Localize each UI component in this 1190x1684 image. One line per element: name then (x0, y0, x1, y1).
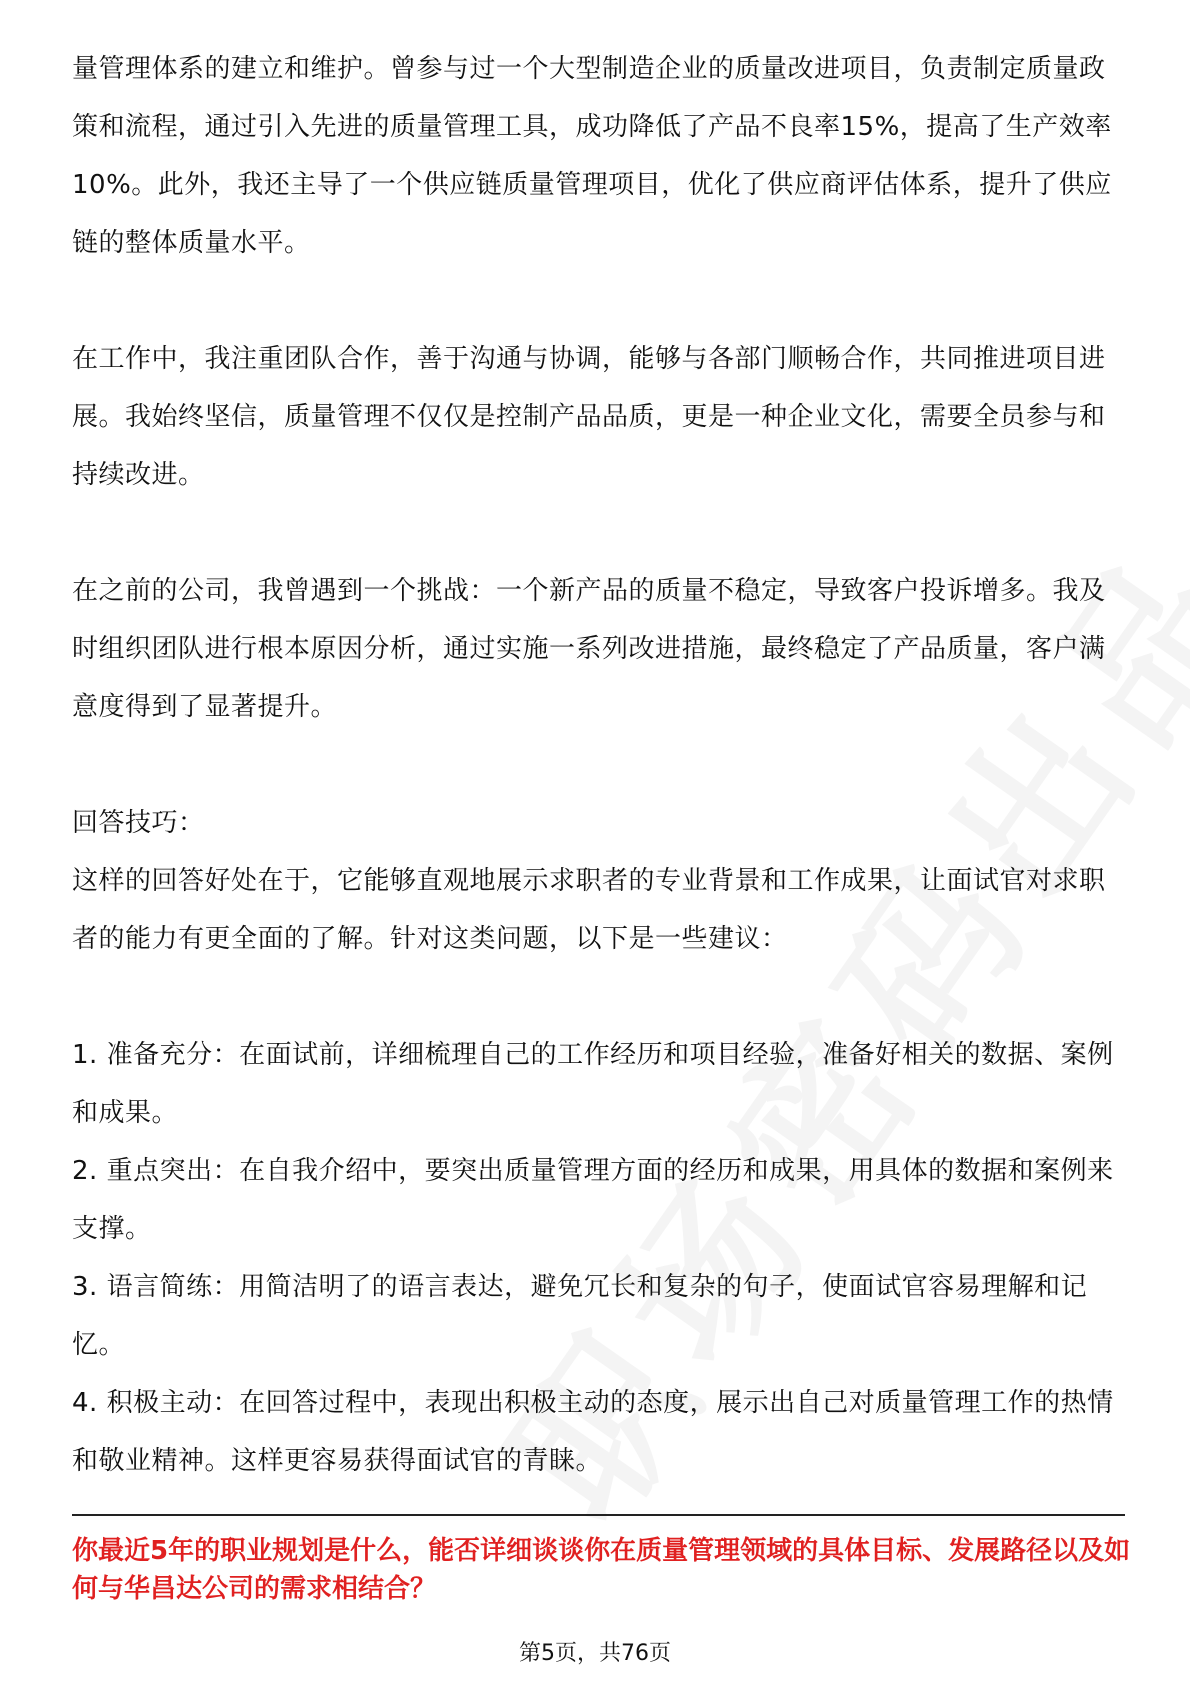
document-body (72, 40, 1122, 1490)
next-question: 你最近5年的职业规划是什么，能否详细谈谈你在质量管理领域的具体目标、发展路径以及如何与华昌达公司的需求相结合？ (72, 1536, 1131, 1604)
tips-heading: 回答技巧： (72, 808, 205, 838)
page-number: 第5页，共76页 (519, 1641, 671, 1666)
tip-item: 1. 准备充分：在面试前，详细梳理自己的工作经历和项目经验，准备好相关的数据、案例和成果。 (72, 1040, 1114, 1128)
paragraph-teamwork: 在工作中，我注重团队合作，善于沟通与协调，能够与各部门顺畅合作，共同推进项目进展。我始终坚信，质量管理不仅仅是控制产品品质，更是一种企业文化，需要全员参与和持续改进。 (72, 344, 1106, 490)
divider (72, 1514, 1125, 1516)
tip-item: 4. 积极主动：在回答过程中，表现出积极主动的态度，展示出自己对质量管理工作的热情和敬业精神。这样更容易获得面试官的青睐。 (72, 1388, 1114, 1476)
tip-item: 3. 语言简练：用简洁明了的语言表达，避免冗长和复杂的句子，使面试官容易理解和记忆。 (72, 1272, 1088, 1360)
tip-item: 2. 重点突出：在自我介绍中，要突出质量管理方面的经历和成果，用具体的数据和案例来支撑。 (72, 1156, 1114, 1244)
paragraph-experience: 量管理体系的建立和维护。曾参与过一个大型制造企业的质量改进项目，负责制定质量政策和流程，通过引入先进的质量管理工具，成功降低了产品不良率15%，提高了生产效率10%。此外，我还主导了一个供应链质量管理项目，优化了供应商评估体系，提升了供应链的整体质量水平。 (72, 54, 1112, 258)
paragraph-challenge: 在之前的公司，我曾遇到一个挑战：一个新产品的质量不稳定，导致客户投诉增多。我及时组织团队进行根本原因分析，通过实施一系列改进措施，最终稳定了产品质量，客户满意度得到了显著提升。 (72, 576, 1106, 722)
tips-intro: 这样的回答好处在于，它能够直观地展示求职者的专业背景和工作成果，让面试官对求职者的能力有更全面的了解。针对这类问题，以下是一些建议： (72, 866, 1106, 954)
